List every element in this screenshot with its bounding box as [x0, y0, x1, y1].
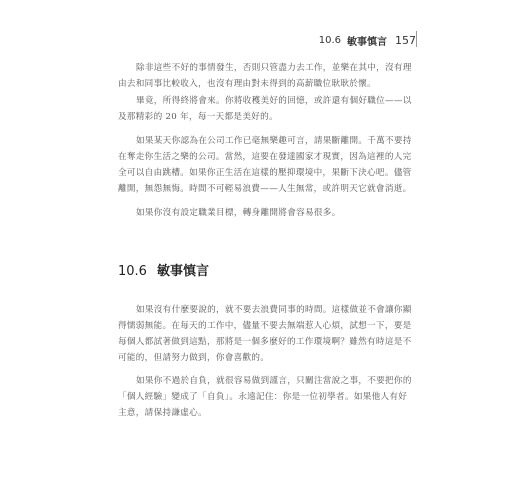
paragraph-2: 畢竟，所得終將會來。你將收穫美好的回憶，或許還有個好職位——以及那精彩的 20 年，每一天都是美好的。 — [118, 96, 412, 122]
section-heading — [118, 260, 209, 279]
running-header — [319, 33, 416, 48]
paragraph-5: 如果沒有什麼要說的，就不要去浪費同事的時間。這樣做並不會讓你顯得懦弱無能。在每天的工作中，儘量不要去無端惹人心煩，試想一下，要是每個人都試著做到這點，那將是一個多麼好的工作環境啊？雖然有時這是不可能的，但請努力做到，你會喜歡的。 — [118, 305, 412, 363]
paragraph-1: 除非這些不好的事情發生，否則只管盡力去工作，並樂在其中，沒有理由去和同事比較收入，也沒有理由對未得到的高薪職位耿耿於懷。 — [118, 63, 412, 89]
paragraph-6: 如果你不過於自負，就很容易做到謹言，只關注當說之事，不要把你的「個人經驗」變成了「自負」。永遠記住：你是一位初學者。如果他人有好主意，請保持謙虛心。 — [118, 376, 412, 418]
paragraph-4: 如果你沒有設定職業目標，轉身離開將會容易很多。 — [136, 208, 341, 218]
header-section-number: 10.6 — [318, 35, 341, 46]
paragraph-3: 如果某天你認為在公司工作已毫無樂趣可言，請果斷離開。千萬不要持在奪走你生活之樂的公司。當然，這要在發達國家才現實，因為這裡的人完全可以自由跳槽。如果你正生活在這樣的壓抑環境中，果斷下決心吧。儘管離開，無怨無悔。時間不可輕易浪費——人生無常，或許明天它就會消逝。 — [118, 136, 412, 194]
section-number: 10.6 — [118, 264, 147, 279]
header-divider — [416, 31, 417, 47]
page-number: 157 — [395, 34, 416, 47]
header-chapter-title: 敏事慎言 — [347, 37, 387, 48]
section-title: 敏事慎言 — [156, 264, 209, 279]
